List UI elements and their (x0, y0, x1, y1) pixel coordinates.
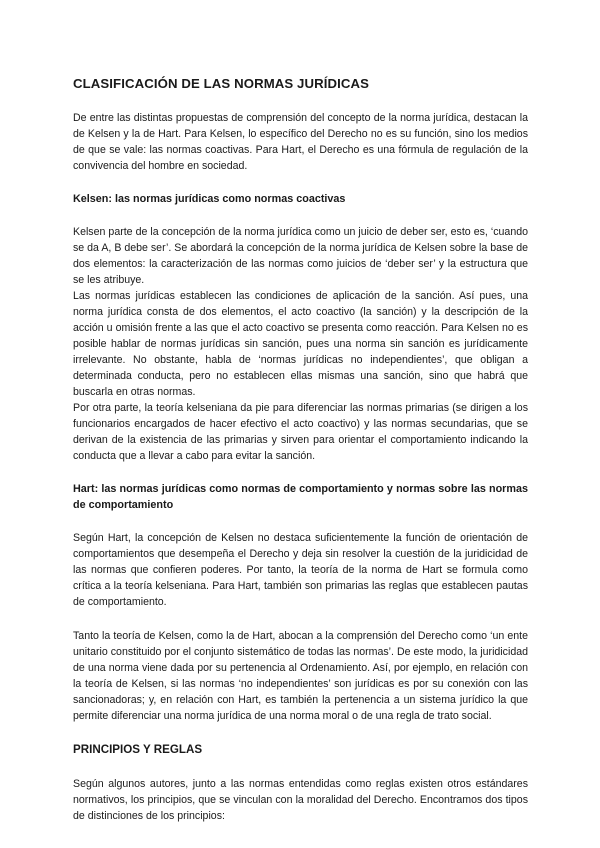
kelsen-paragraph-2: Las normas jurídicas establecen las condiciones de aplicación de la sanción. Así pues, una norma jurídica consta de dos elementos, el acto coactivo (la sanción) y la descripción de la acción u omisión frente a las que el acto coactivo se presenta como reacción. Para Kelsen no es posible hablar de normas jurídicas sin sanción, pues una norma sin sanción es jurídicamente irrelevante. No obstante, habla de ‘normas jurídicas no independientes’, que obligan a determinada conducta, pero no establecen ellas mismas una sanción, sino que habrá que buscarla en otras normas. (73, 290, 528, 398)
document-title: CLASIFICACIÓN DE LAS NORMAS JURÍDICAS (73, 76, 370, 91)
hart-paragraph-1: Según Hart, la concepción de Kelsen no destaca suficientemente la función de orientación de comportamientos que desempeña el Derecho y deja sin resolver la cuestión de la juridicidad de las normas que confieren poderes. Por tanto, la teoría de la norma de Hart se formula como crítica a la teoría kelseniana. Para Hart, también son primarias las reglas que establecen pautas de comportamiento. (73, 532, 528, 608)
principios-heading: PRINCIPIOS Y REGLAS (73, 743, 203, 756)
intro-paragraph: De entre las distintas propuestas de comprensión del concepto de la norma jurídica, destacan la de Kelsen y la de Hart. Para Kelsen, lo específico del Derecho no es su función, sino los medios de que se vale: las normas coactivas. Para Hart, el Derecho es una fórmula de regulación de la convivencia del hombre en sociedad. (73, 112, 528, 172)
hart-heading: Hart: las normas jurídicas como normas de comportamiento y normas sobre las normas de comportamiento (73, 483, 528, 511)
kelsen-paragraph-1: Kelsen parte de la concepción de la norma jurídica como un juicio de deber ser, esto es, ‘cuando se da A, B debe ser’. Se abordará la concepción de la norma jurídica de Kelsen sobre la base de dos elementos: la caracterización de las normas como juicios de ‘deber ser’ y la estructura que se les atribuye. (73, 226, 528, 286)
principios-paragraph-1: Según algunos autores, junto a las normas entendidas como reglas existen otros estándares normativos, los principios, que se vinculan con la moralidad del Derecho. Encontramos dos tipos de distinciones de los principios: (73, 778, 528, 822)
kelsen-heading: Kelsen: las normas jurídicas como normas coactivas (73, 193, 346, 205)
hart-paragraph-2: Tanto la teoría de Kelsen, como la de Hart, abocan a la comprensión del Derecho como ‘un ente unitario constituido por el conjunto sistemático de todas las normas’. De este modo, la juridicidad de una norma viene dada por su pertenencia al Ordenamiento. Así, por ejemplo, en relación con la teoría de Kelsen, si las normas ‘no independientes’ son jurídicas es por su conexión con las sancionadoras; y, en relación con Hart, es también la pertenencia a un sistema jurídico la que permite diferenciar una norma jurídica de una norma moral o de una regla de trato social. (73, 630, 528, 722)
kelsen-paragraph-3: Por otra parte, la teoría kelseniana da pie para diferenciar las normas primarias (se dirigen a los funcionarios encargados de hacer efectivo el acto coactivo) y las normas secundarias, que se derivan de la existencia de las primarias y sirven para orientar el comportamiento indicando la conducta que a llevar a cabo para evitar la sanción. (73, 402, 528, 462)
